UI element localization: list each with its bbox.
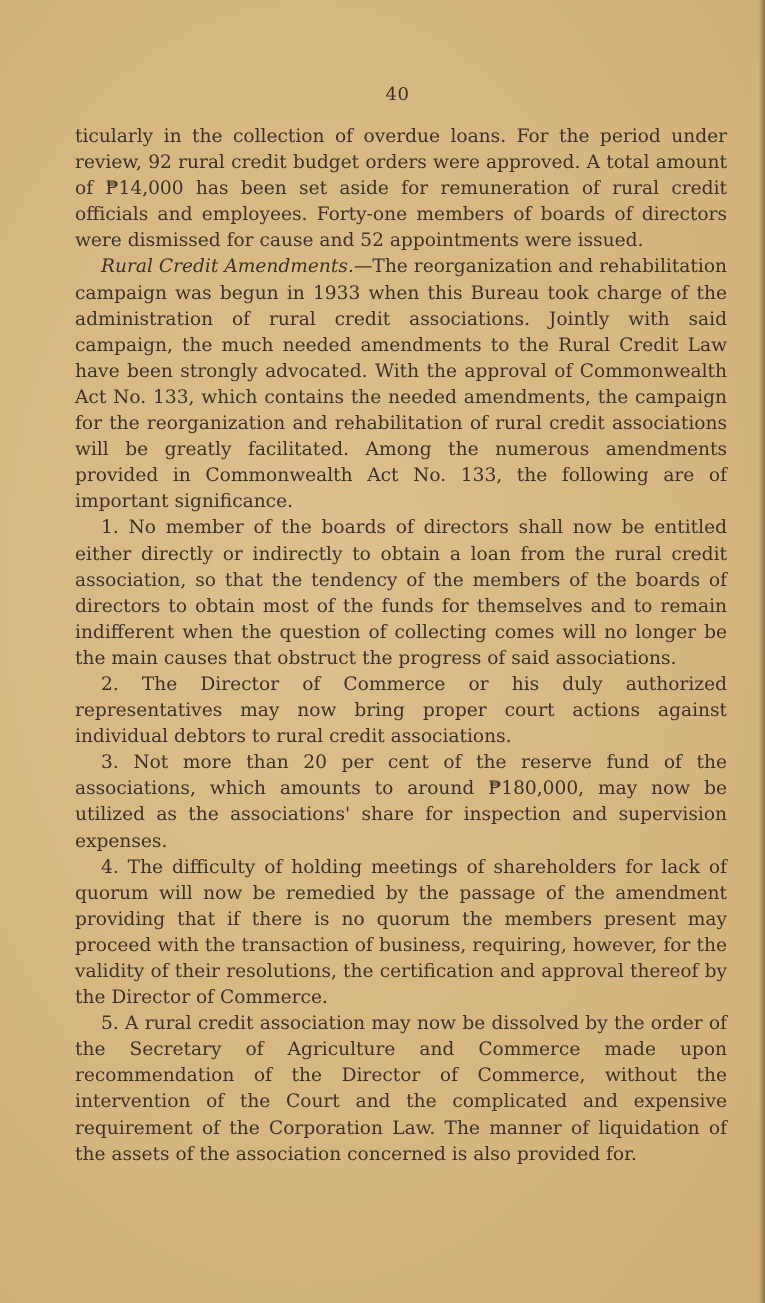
page-number: 40 xyxy=(385,84,410,105)
paragraph-continuation: ticularly in the collection of overdue loans. For the period under review, 92 rural credit budget orders were approved. A total amount of ₱14,000 has been set aside for remuneration of rural credit officials and employees. Forty-one members of boards of directors were dismissed for cause and 52 appointments were issued. xyxy=(75,126,727,252)
paragraph-rural-credit-amendments xyxy=(75,254,727,515)
amendment-item-5: 5. A rural credit association may now be dissolved by the order of the Secretary of Agriculture and Commerce made upon recommendation of the Director of Commerce, without the intervention of the Court and the complicated and expensive requirement of the Corporation Law. The manner of liquidation of the assets of the association concerned is also provided for. xyxy=(75,1013,727,1165)
amendment-item-1: 1. No member of the boards of directors shall now be entitled either directly or indirectly to obtain a loan from the rural credit association, so that the tendency of the members of the boards of directors to obtain most of the funds for themselves and to remain indifferent when the question of collecting comes will no longer be the main causes that obstruct the progress of said associations. xyxy=(75,517,727,669)
amendment-item-4: 4. The difficulty of holding meetings of shareholders for lack of quorum will now be remedied by the passage of the amendment providing that if there is no quorum the members present may proceed with the transaction of business, requiring, however, for the validity of their resolutions, the certification and approval thereof by the Director of Commerce. xyxy=(75,856,727,1009)
page-edge xyxy=(759,0,765,1303)
page-body xyxy=(75,124,727,1168)
section-heading: Rural Credit Amendments. xyxy=(101,256,354,278)
amendment-item-3: 3. Not more than 20 per cent of the reserve fund of the associations, which amounts to around ₱180,000, may now be utilized as the associations' share for inspection and supervision expenses. xyxy=(75,752,727,852)
paragraph-text: —The reorganization and rehabilitation campaign was begun in 1933 when this Bureau took charge of the administration of rural credit associations. Jointly with said campaign, the much needed amendments to the Rural Credit Law have been strongly advocated. With the approval of Commonwealth Act No. 133, which contains the needed amendments, the campaign for the reorganization and rehabilitation of rural credit associations will be greatly facilitated. Among the numerous amendments provided in Commonwealth Act No. 133, the following are of important significance. xyxy=(75,256,727,513)
amendment-item-2: 2. The Director of Commerce or his duly authorized representatives may now bring proper court actions against individual debtors to rural credit associations. xyxy=(75,673,727,748)
